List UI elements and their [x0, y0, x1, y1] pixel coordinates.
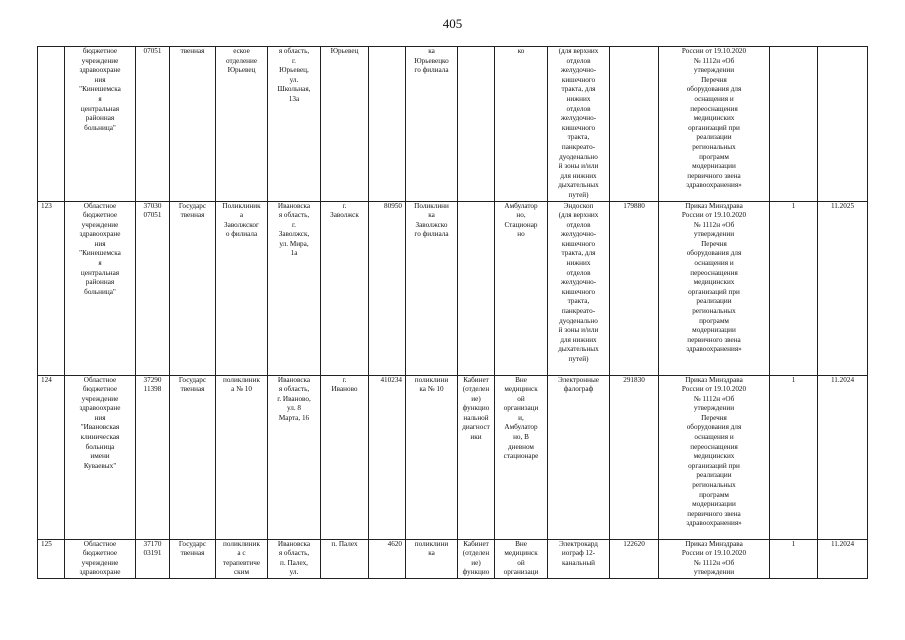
division-name-cell: Поликлини ка Заволжско го филиала [406, 201, 458, 375]
institution-code-cell: 37170 03191 [136, 539, 170, 578]
row-number-cell: 123 [38, 201, 65, 375]
address-cell: Ивановска я область, г. Заволжск, ул. Мира, 1а [268, 201, 321, 375]
room-type-cell [458, 201, 495, 375]
care-conditions-cell: Вне медицинск ой организаци и, Амбулатор но, В дневном стационаре [495, 375, 548, 539]
delivery-date-cell: 11.2024 [818, 539, 868, 578]
row-number-cell: 124 [38, 375, 65, 539]
care-conditions-cell: Вне медицинск ой организаци [495, 539, 548, 578]
row-number-cell [38, 47, 65, 202]
table-row [38, 375, 868, 539]
care-conditions-cell: Амбулатор но, Стационар но [495, 201, 548, 375]
room-type-cell: Кабинет (отделен ие) функцио [458, 539, 495, 578]
served-population-cell [369, 47, 406, 202]
room-type-cell [458, 47, 495, 202]
price-cell: 291830 [610, 375, 659, 539]
legal-basis-cell: России от 19.10.2020 № 1112н «Об утверждении Перечня оборудования для оснащения и переоснащения медицинских организаций при реализации региональных программ модернизации первичного звена здравоохранения» [659, 47, 770, 202]
institution-code-cell: 37030 07051 [136, 201, 170, 375]
delivery-date-cell: 11.2025 [818, 201, 868, 375]
locality-cell: г. Заволжск [321, 201, 369, 375]
ownership-type-cell: твенная [170, 47, 216, 202]
institution-name-cell: Областное бюджетное учреждение здравоохране ния "Кинешемска я центральная районная больница" [65, 201, 136, 375]
structural-unit-cell: еское отделение Юрьевец [216, 47, 268, 202]
structural-unit-cell: поликлиник а № 10 [216, 375, 268, 539]
institution-code-cell: 37290 11398 [136, 375, 170, 539]
equipment-register-table [37, 46, 868, 579]
quantity-cell: 1 [770, 539, 818, 578]
price-cell [610, 47, 659, 202]
row-number-cell: 125 [38, 539, 65, 578]
room-type-cell: Кабинет (отделен ие) функцио нальной диагност ики [458, 375, 495, 539]
price-cell: 122620 [610, 539, 659, 578]
care-conditions-cell: ко [495, 47, 548, 202]
equipment-name-cell: (для верхних отделов желудочно- кишечного тракта, для нижних отделов желудочно- кишечного тракта, панкреато- дуоденально й зоны и/или для нижних дыхательных путей) [548, 47, 610, 202]
equipment-name-cell: Эндоскоп (для верхних отделов желудочно- кишечного тракта, для нижних отделов желудочно- кишечного тракта, панкреато- дуоденально й зоны и/или для нижних дыхательных путей) [548, 201, 610, 375]
equipment-name-cell: Электрокард иограф 12- канальный [548, 539, 610, 578]
ownership-type-cell: Государс твенная [170, 539, 216, 578]
delivery-date-cell: 11.2024 [818, 375, 868, 539]
structural-unit-cell: поликлиник а с терапевтиче ским [216, 539, 268, 578]
legal-basis-cell: Приказ Минздрава России от 19.10.2020 № 1112н «Об утверждении Перечня оборудования для оснащения и переоснащения медицинских организаций при реализации региональных программ модернизации первичного звена здравоохранения» [659, 201, 770, 375]
delivery-date-cell [818, 47, 868, 202]
table-row [38, 201, 868, 375]
institution-code-cell: 07051 [136, 47, 170, 202]
legal-basis-cell: Приказ Минздрава России от 19.10.2020 № 1112н «Об утверждении Перечня оборудования для оснащения и переоснащения медицинских организаций при реализации региональных программ модернизации первичного звена здравоохранения» [659, 375, 770, 539]
address-cell: Ивановска я область, п. Палех, ул. [268, 539, 321, 578]
address-cell: Ивановска я область, г. Иваново, ул. 8 Марта, 16 [268, 375, 321, 539]
table-row [38, 539, 868, 578]
quantity-cell [770, 47, 818, 202]
locality-cell: г. Иваново [321, 375, 369, 539]
division-name-cell: поликлини ка [406, 539, 458, 578]
institution-name-cell: бюджетное учреждение здравоохране ния "Кинешемска я центральная районная больница" [65, 47, 136, 202]
address-cell: я область, г. Юрьевец, ул. Школьная, 13а [268, 47, 321, 202]
structural-unit-cell: Поликлиник а Заволжског о филиала [216, 201, 268, 375]
served-population-cell: 4620 [369, 539, 406, 578]
quantity-cell: 1 [770, 201, 818, 375]
locality-cell: Юрьевец [321, 47, 369, 202]
price-cell: 179880 [610, 201, 659, 375]
quantity-cell: 1 [770, 375, 818, 539]
served-population-cell: 410234 [369, 375, 406, 539]
division-name-cell: ка Юрьевецко го филиала [406, 47, 458, 202]
equipment-name-cell: Электронные фалограф [548, 375, 610, 539]
institution-name-cell: Областное бюджетное учреждение здравоохране ния "Ивановская клиническая больница имени Куваевых" [65, 375, 136, 539]
institution-name-cell: Областное бюджетное учреждение здравоохране [65, 539, 136, 578]
division-name-cell: поликлини ка № 10 [406, 375, 458, 539]
locality-cell: п. Палех [321, 539, 369, 578]
served-population-cell: 80950 [369, 201, 406, 375]
legal-basis-cell: Приказ Минздрава России от 19.10.2020 № 1112н «Об утверждении [659, 539, 770, 578]
table-row [38, 47, 868, 202]
ownership-type-cell: Государс твенная [170, 375, 216, 539]
page-number: 405 [442, 16, 463, 31]
ownership-type-cell: Государс твенная [170, 201, 216, 375]
